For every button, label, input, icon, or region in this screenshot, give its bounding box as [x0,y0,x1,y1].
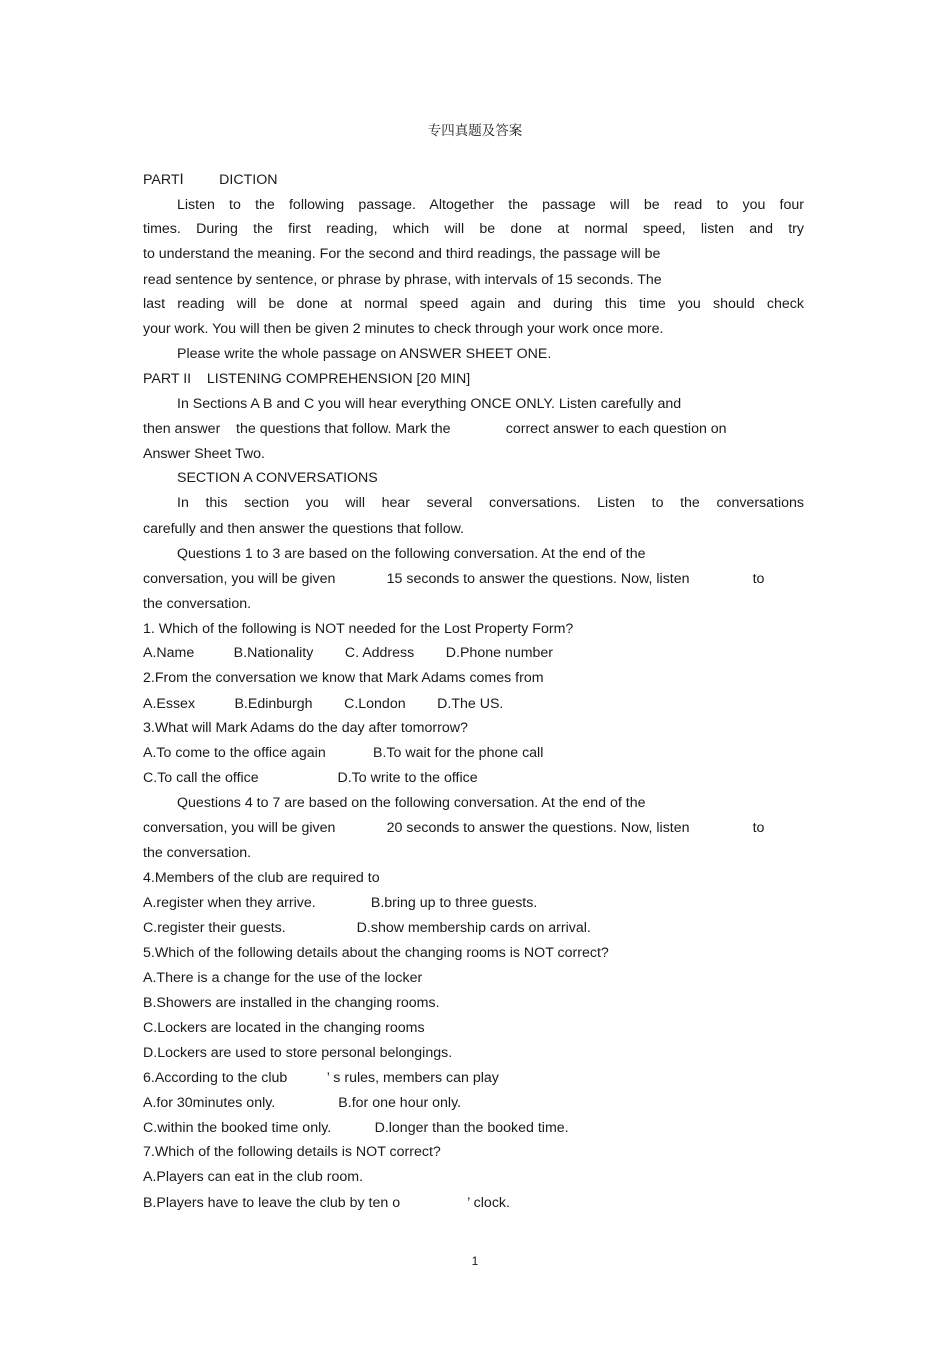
question-1: 1. Which of the following is NOT needed for the Lost Property Form? [143,621,574,637]
question-3: 3.What will Mark Adams do the day after tomorrow? [143,720,468,736]
options-3-cd: C.To call the office D.To write to the office [143,770,478,786]
text-line: In this section you will hear several conversations. Listen to the conversations [177,495,804,511]
options-4-ab: A.register when they arrive. B.bring up to three guests. [143,895,538,911]
option-5c: C.Lockers are located in the changing rooms [143,1020,425,1036]
question-6: 6.According to the club ’ s rules, members can play [143,1070,499,1086]
options-6-cd: C.within the booked time only. D.longer than the booked time. [143,1120,569,1136]
options-6-ab: A.for 30minutes only. B.for one hour only. [143,1095,462,1111]
option-7a: A.Players can eat in the club room. [143,1169,364,1185]
text-line: Please write the whole passage on ANSWER SHEET ONE. [177,346,552,362]
text-line: read sentence by sentence, or phrase by phrase, with intervals of 15 seconds. The [143,272,662,288]
text-line: Questions 4 to 7 are based on the following conversation. At the end of the [177,795,646,811]
section-a-heading: SECTION A CONVERSATIONS [177,470,378,486]
text-line: Answer Sheet Two. [143,446,265,462]
text-line: carefully and then answer the questions that follow. [143,521,464,537]
options-3-ab: A.To come to the office again B.To wait for the phone call [143,745,544,761]
text-line: conversation, you will be given 15 seconds to answer the questions. Now, listen to [143,571,765,587]
question-4: 4.Members of the club are required to [143,870,380,886]
text-line: conversation, you will be given 20 seconds to answer the questions. Now, listen to [143,820,765,836]
option-7b: B.Players have to leave the club by ten o ’ clock. [143,1195,510,1211]
options-1: A.Name B.Nationality C. Address D.Phone number [143,645,554,661]
text-line: the conversation. [143,596,252,612]
text-line: last reading will be done at normal speed again and during this time you should check [143,296,804,312]
question-7: 7.Which of the following details is NOT correct? [143,1144,441,1160]
text-line: Questions 1 to 3 are based on the following conversation. At the end of the [177,546,646,562]
option-5a: A.There is a change for the use of the locker [143,970,423,986]
text-line: then answer the questions that follow. Mark the correct answer to each question on [143,421,727,437]
page-number: 1 [471,1254,479,1268]
options-2: A.Essex B.Edinburgh C.London D.The US. [143,696,504,712]
text-line: your work. You will then be given 2 minutes to check through your work once more. [143,321,664,337]
text-line: In Sections A B and C you will hear everything ONCE ONLY. Listen carefully and [177,396,682,412]
part-two-heading: PART II LISTENING COMPREHENSION [20 MIN] [143,371,471,387]
option-5d: D.Lockers are used to store personal belongings. [143,1045,453,1061]
text-line: times. During the first reading, which will be done at normal speed, listen and try [143,221,804,237]
question-2: 2.From the conversation we know that Mark Adams comes from [143,670,544,686]
option-5b: B.Showers are installed in the changing rooms. [143,995,440,1011]
part-one-heading: PARTⅠ DICTION [143,172,278,188]
page-title: 专四真题及答案 [427,123,523,139]
text-line: the conversation. [143,845,252,861]
question-5: 5.Which of the following details about the changing rooms is NOT correct? [143,945,609,961]
text-line: Listen to the following passage. Altogether the passage will be read to you four [177,197,804,213]
options-4-cd: C.register their guests. D.show membership cards on arrival. [143,920,591,936]
text-line: to understand the meaning. For the second and third readings, the passage will be [143,246,661,262]
